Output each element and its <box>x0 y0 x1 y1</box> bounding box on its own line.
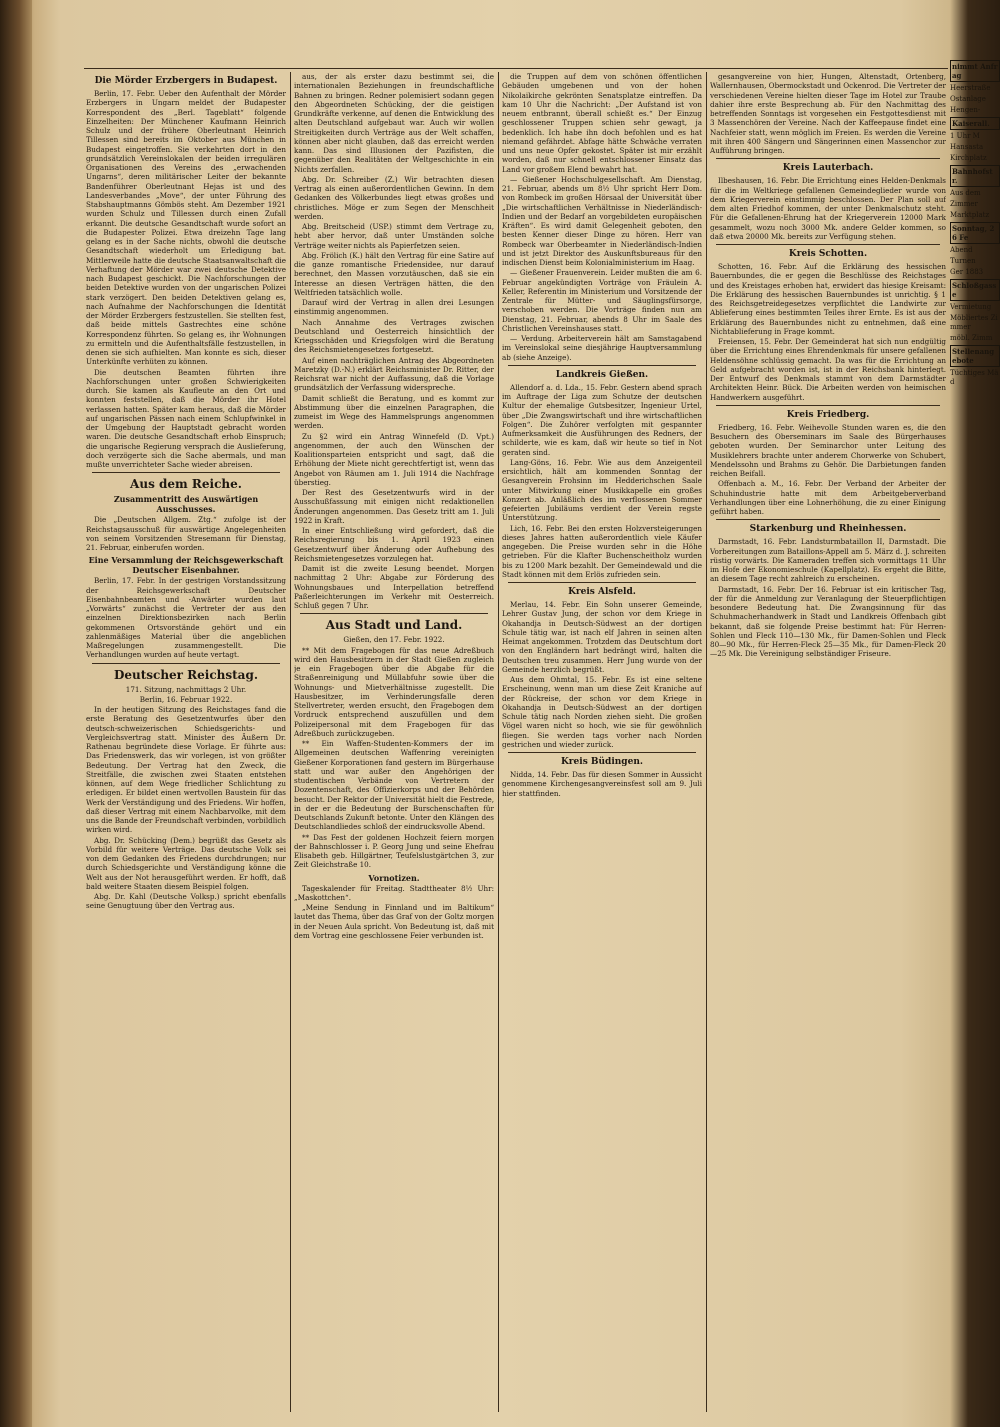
article-paragraph: Abg. Dr. Schücking (Dem.) begrüßt das Gesetz als Vorbild für weitere Verträge. Das deutsche Volk sei von dem Gedanken des Friedens durchdrungen; nur durch Schiedsgerichte und Verständigung könne die Welt aus der Not herausgeführt werden. Er hofft, daß bald weitere Staaten diesem Beispiel folgen. <box>86 835 286 891</box>
article-paragraph: — Gießener Frauenverein. Leider mußten die am 6. Februar angekündigten Vorträge von Fräulein A. Keller, Referentin im Ministerium und Vorsitzende der Zentrale für Mütter- und Säuglingsfürsorge, verschoben werden. Die Vorträge finden nun am Dienstag, 21. Februar, abends 8 Uhr im Saale des Christlichen Vereinshauses statt. <box>502 268 702 333</box>
article-paragraph: gesangvereine von hier, Hungen, Altenstadt, Ortenberg, Wallernhausen, Obermockstadt und Ockenrod. Die Vertreter der verschiedenen Vereine hielten dieser Tage im Hotel zur Traube dahier ihre erste Besprechung ab. Für den Nachmittag des betreffenden Sonntags ist vorgesehen ein Festgottesdienst mit 3 Massenchören der Vereine. Nach der Kaffeepause findet eine Nachfeier statt, wenn möglich im Freien. Es werden die Vereine mit ihren 400 Sängern und Sängerinnen einen Massenchor zur Aufführung bringen. <box>710 72 946 155</box>
sub-heading: Zusammentritt des Auswärtigen Ausschusses. <box>113 494 259 515</box>
dateline: 171. Sitzung, nachmittags 2 Uhr. <box>125 684 247 694</box>
article-heading: Starkenburg und Rheinhessen. <box>749 524 907 535</box>
article-heading: Kreis Friedberg. <box>786 409 870 420</box>
strip-fragment: möbl. Zimm <box>950 334 993 342</box>
strip-fragment: Ostanlage <box>950 95 986 103</box>
strip-fragment: Hengen- <box>950 106 981 114</box>
article-paragraph: Der Rest des Gesetzentwurfs wird in der Ausschußfassung mit einigen nicht redaktionellen Änderungen angenommen. Das Gesetz tritt am 1. Juli 1922 in Kraft. <box>294 488 494 525</box>
article-paragraph: Nach Annahme des Vertrages zwischen Deutschland und Oesterreich hinsichtlich der Kriegsschäden und Kriegsfolgen wird die Beratung des Reichsmietengesetzes fortgesetzt. <box>294 317 494 355</box>
article-paragraph: In der heutigen Sitzung des Reichstages fand die erste Beratung des Gesetzentwurfes über den deutsch-schweizerischen Schiedsgerichts- und Vergleichsvertrag statt. Minister des Äußern Dr. Rathenau begründete diese Vorlage. Er führte aus: Das Friedenswerk, das wir vorlegen, ist von größter Bedeutung. Der Vertrag hat den Zweck, die Streitfälle, die zwischen zwei Staaten entstehen können, auf dem Wege friedlicher Schlichtung zu erledigen. Er bildet einen wertvollen Baustein für das Werk der Verständigung und des Friedens. Wir hoffen, daß dieser Vertrag mit einem Nachbarvolke, mit dem uns die Bande der Freundschaft verbinden, vorbildlich wirken wird. <box>86 705 286 835</box>
article-paragraph: Darauf wird der Vertrag in allen drei Lesungen einstimmig angenommen. <box>294 298 494 317</box>
strip-fragment: Turnen <box>950 257 976 265</box>
book-binding <box>0 0 32 1427</box>
article-paragraph: Damit schließt die Beratung, und es kommt zur Abstimmung über die einzelnen Paragraphen, die zumeist im Wege des Hammelsprungs angenommen werden. <box>294 393 494 431</box>
article-paragraph: Zu §2 wird ein Antrag Winnefeld (D. Vpt.) angenommen, der auch den Wünschen der Koalitionsparteien entspricht und sagt, daß die Erhöhung der Miete nicht gerechtfertigt ist, wenn das Angebot von Räumen am 1. Juli 1914 die Nachfrage überstieg. <box>294 431 494 487</box>
article-paragraph: Ilbeshausen, 16. Febr. Die Errichtung eines Helden-Denkmals für die im Weltkriege gefallenen Gemeindeglieder wurde von dem Kriegerverein einstimmig beschlossen. Der Plan soll auf dem alten Friedhof kommen, der unter Denkmalschutz steht. Für die Gefallenen-Ehrung hat der Kriegerverein 12000 Mark gesammelt, wozu noch 3000 Mk. andere Gelder kommen, so daß etwa 20000 Mk. bereits zur Verfügung stehen. <box>710 176 946 241</box>
sub-heading: Vornotizen. <box>368 872 420 883</box>
strip-fragment: 1 Uhr M <box>950 132 980 140</box>
top-rule <box>84 68 948 69</box>
article-paragraph: Abg. Dr. Schreiber (Z.) Wir betrachten diesen Vertrag als einen außerordentlichen Gewinn. In dem Gedanken des Völkerbundes liegt etwas großes und christliches. Möge er zum Segen der Menschheit werden. <box>294 174 494 221</box>
dateline: Berlin, 16. Februar 1922. <box>139 694 233 704</box>
strip-fragment: Vermietung <box>950 303 992 311</box>
article-heading: Die Mörder Erzbergers in Budapest. <box>94 76 278 86</box>
article-paragraph: Auf einen nachträglichen Antrag des Abgeordneten Maretzky (D.-N.) erklärt Reichsminister Dr. Ritter, der Reichsrat war nicht der Auffassung, daß die Vorlage grundsätzlich der Verfassung widerspreche. <box>294 355 494 393</box>
article-paragraph: Berlin, 17. Febr. In der gestrigen Vorstandssitzung der Reichsgewerkschaft Deutscher Eisenbahnbeamten und -Anwärter wurden laut „Vorwärts“ zunächst die Vertreter der aus den einzelnen Direktionsbezirken nach Berlin gekommenen Ortsvorstände gehört und ein zahlenmäßiges Material über die angeblichen Maßregelungen zusammengestellt. Die Verhandlungen wurden auf heute vertagt. <box>86 576 286 660</box>
section-rule <box>300 613 488 614</box>
strip-fragment: Möbliertes Zimmer <box>950 314 998 331</box>
article-paragraph: Aus dem Ohmtal, 15. Febr. Es ist eine seltene Erscheinung, wenn man um diese Zeit Kraniche auf der Rückreise, der schon vor dem Kriege in Okahandja in Deutsch-Südwest an der dortigen Schule tätig nach Norden ziehen sieht. Die großen Vögel waren nicht so hoch, wie sie für gewöhnlich fliegen. Sie werden tags vorher nach Norden gestrichen und wieder zurück. <box>502 675 702 749</box>
article-heading: Kreis Büdingen. <box>560 757 643 767</box>
article-paragraph: Lang-Göns, 16. Febr. Wie aus dem Anzeigenteil ersichtlich, hält am kommenden Sonntag der Gesangverein Frohsinn im Hedderichschen Saale unter Mitwirkung einer Musikkapelle ein großes Konzert ab. Anläßlich des im verflossenen Sommer gefeierten Jubiläums verdient der Verein regste Unterstützung. <box>502 457 702 523</box>
article-paragraph: Schotten, 16. Febr. Auf die Erklärung des hessischen Bauernbundes, die er gegen die Beschlüsse des Reichstages und des Kreistages erhoben hat, erwidert das hiesige Kreisamt: Die Erklärung des hessischen Bauernbundes ist unrichtig. § 1 des Reichsgetreidegesetzes verpflichtet die Landwirte zur Ablieferung eines bestimmten Teiles ihrer Ernte. Es ist aus der Erklärung des Bauernbundes nicht zu entnehmen, daß eine Nichtablieferung in Frage kommt. <box>710 262 946 336</box>
article-paragraph: — Gießener Hochschulgesellschaft. Am Dienstag, 21. Februar, abends um 8½ Uhr spricht Herr Dom. von Rombeck im großen Hörsaal der Universität über „Die wirtschaftlichen Verhältnisse in Niederländisch-Indien und der Bedarf an vorgebildeten europäischen Kräften“. Es wird damit Gelegenheit geboten, den besten Kenner dieser Dinge zu hören. Herr van Rombeck war Oberbeamter in Niederländisch-Indien und ist jetzt Direktor des Auskunftsbureaus für den indischen Dienst beim Kolonialministerium im Haag. <box>502 174 702 267</box>
article-paragraph: Allendorf a. d. Lda., 15. Febr. Gestern abend sprach im Auftrage der Liga zum Schutze der deutschen Kultur der ehemalige Gutsbesitzer, Ingenieur Urtel, über „Die Zwangswirtschaft und ihre wirtschaftlichen Folgen“. Die Zuhörer verfolgten mit gespannter Aufmerksamkeit die Ausführungen des Redners, der schilderte, wie es kam, daß wir heute so tief in Not geraten sind. <box>502 382 702 457</box>
column-1 <box>86 72 286 1417</box>
section-rule <box>508 365 696 366</box>
column-divider-3 <box>706 72 707 1412</box>
adjacent-page-strip <box>950 60 1000 1420</box>
section-rule <box>508 582 696 583</box>
column-3 <box>502 72 702 1417</box>
section-rule <box>92 472 280 473</box>
strip-fragment: Marktplatz <box>950 211 990 219</box>
strip-fragment: Kaiserall. <box>950 117 1000 130</box>
strip-fragment: Schloßgasse <box>950 279 1000 301</box>
strip-fragment: Kirchplatz <box>950 154 987 162</box>
article-paragraph: Freiensen, 15. Febr. Der Gemeinderat hat sich nun endgültig über die Errichtung eines Ehrendenkmals für unsere gefallenen Heldensöhne schlüssig gemacht. Da was für die Errichtung an Geld aufgebracht worden ist, ist in der Reichsbank hinterlegt. Der Entwurf des Denkmals stammt von dem Darmstädter Architekten Heinr. Bück. Die Arbeiten werden von heimischen Handwerkern ausgeführt. <box>710 337 946 402</box>
article-heading: Kreis Alsfeld. <box>568 587 636 597</box>
section-heading: Deutscher Reichstag. <box>113 667 259 682</box>
strip-fragment: nimmt Anfrag <box>950 60 1000 82</box>
strip-fragment: Heerstraße <box>950 84 991 92</box>
strip-fragment: Ger 1883 <box>950 268 984 276</box>
article-paragraph: ** Das Fest der goldenen Hochzeit feiern morgen der Bahnschlosser i. P. Georg Jung und seine Ehefrau Elisabeth geb. Hillgärtner, Teufelslustgärtchen 3, zur Zeit Gleichstraße 10. <box>294 832 494 870</box>
strip-fragment: Hansasta <box>950 143 984 151</box>
article-paragraph: Abg. Frölich (K.) hält den Vertrag für eine Satire auf die ganze romantische Friedensidee, nur darauf berechnet, den Massen vorzutäuschen, daß sie ein Interesse an diesen Verträgen hätten, die den Weltfrieden tatsächlich wolle. <box>294 250 494 297</box>
column-4 <box>710 72 946 1417</box>
section-rule <box>716 158 940 159</box>
article-heading: Kreis Lauterbach. <box>782 163 874 174</box>
strip-fragment: Abend <box>950 246 973 254</box>
section-rule <box>716 405 940 406</box>
strip-fragment: Stellenangebote <box>950 345 1000 367</box>
article-paragraph: In einer Entschließung wird gefordert, daß die Reichsregierung bis 1. April 1923 einen Gesetzentwurf über Änderung oder Aufhebung des Reichsmietengesetzes vorzulegen hat. <box>294 526 494 563</box>
article-paragraph: Die deutschen Beamten führten ihre Nachforschungen unter großen Schwierigkeiten durch. Sie kamen als Kaufleute an den Ort und konnten feststellen, daß die Mörder ihr Hotel verlassen hatten. Später kam heraus, daß die Mörder auf ungarischen Pässen nach einem Schlupfwinkel in der Umgebung der Hauptstadt gebracht worden waren. Die deutsche Gesandtschaft erhob Einspruch; die ungarische Regierung versprach die Auslieferung, doch verzögerte sich die Sache abermals, und man mußte unverrichteter Sache wieder abreisen. <box>86 367 286 469</box>
article-paragraph: Friedberg, 16. Febr. Weihevolle Stunden waren es, die den Besuchern des Oberseminars im Saale des Bürgerhauses geboten wurden. Der Seminarchor unter Leitung des Musiklehrers brachte unter anderem Chorwerke von Schubert, Mendelssohn und Brahms zu Gehör. Die Darbietungen fanden reichen Beifall. <box>710 422 946 478</box>
article-paragraph: Darmstadt, 16. Febr. Der 16. Februar ist ein kritischer Tag, der für die Anmeldung zur Veranlagung der Steuerpflichtigen besondere Bedeutung hat. Die Zwangsinnung für das Schuhmacherhandwerk in Stadt und Landkreis Offenbach gibt bekannt, daß sie folgende Preise bestimmt hat: Für Herren-Sohlen und Fleck 110—130 Mk., für Damen-Sohlen und Fleck 80—90 Mk., für Herren-Fleck 25—35 Mk., für Damen-Fleck 20—25 Mk. Die Vereinigung selbständiger Friseure. <box>710 584 946 659</box>
article-paragraph: Darmstadt, 16. Febr. Landsturmbataillon II, Darmstadt. Die Vorbereitungen zum Bataillons-Appell am 5. März d. J. schreiten rüstig vorwärts. Die Kameraden treffen sich vormittags 11 Uhr im Hofe der Ekonomieschule (Kapellplatz). Es ergeht die Bitte, an diesem Tage recht zahlreich zu erscheinen. <box>710 537 946 584</box>
article-paragraph: Offenbach a. M., 16. Febr. Der Verband der Arbeiter der Schuhindustrie hatte mit dem Arbeitgeberverband Verhandlungen über eine Lohnerhöhung, die zu einer Einigung geführt haben. <box>710 479 946 516</box>
column-divider-2 <box>498 72 499 1412</box>
article-paragraph: Nidda, 14. Febr. Das für diesen Sommer in Aussicht genommene Kirchengesangvereinsfest soll am 9. Juli hier stattfinden. <box>502 770 702 798</box>
section-rule <box>92 663 280 664</box>
strip-fragment: Bahnhofstr. <box>950 165 1000 187</box>
article-paragraph: aus, der als erster dazu bestimmt sei, die internationalen Beziehungen in freundschaftliche Bahnen zu bringen. Redner polemisiert sodann gegen den Abgeordneten Schücking, der die geistigen Grundkräfte verkenne, auf denen die Entwicklung des alten Deutschland aufgebaut war. Auch wir wollen Streitigkeiten durch Verträge aus der Welt schaffen, können aber nicht glauben, daß das erreicht werden kann. Das sind Illusionen der Pazifisten, die gegenüber den Realitäten der Weltgeschichte in ein Nichts zerfallen. <box>294 72 494 174</box>
strip-fragment: Zimmer <box>950 200 978 208</box>
column-2 <box>294 72 494 1417</box>
section-rule <box>716 519 940 520</box>
section-rule <box>716 244 940 245</box>
strip-fragment: Aus dem <box>950 189 981 197</box>
article-paragraph: ** Ein Waffen-Studenten-Kommers der im Allgemeinen deutschen Waffenring vereinigten Gießener Korporationen fand gestern im Bürgerhause statt und war außer den Angehörigen der studentischen Verbände von Vertretern der Dozentenschaft, des Offizierkorps und der Behörden besucht. Der Rektor der Universität hielt die Festrede, in der er die Bedeutung der Burschenschaften für Deutschlands Zukunft betonte. Unter den Klängen des Deutschlandliedes schloß der eindrucksvolle Abend. <box>294 739 494 832</box>
article-paragraph: Abg. Dr. Kahl (Deutsche Volksp.) spricht ebenfalls seine Genugtuung über den Vertrag aus. <box>86 892 286 911</box>
dateline: Gießen, den 17. Febr. 1922. <box>343 635 445 645</box>
article-paragraph: — Verdung. Arbeiterverein hält am Samstagabend im Vereinslokal seine diesjährige Hauptversammlung ab (siehe Anzeige). <box>502 334 702 362</box>
strip-fragment: Tüchtiges Mäd <box>950 369 999 386</box>
article-paragraph: Die „Deutschen Allgem. Ztg.“ zufolge ist der Reichstagsausschuß für auswärtige Angelegenheiten von seinem Vorsitzenden Stresemann für Dienstag, 21. Februar, einberufen worden. <box>86 515 286 552</box>
section-heading: Aus dem Reiche. <box>130 477 242 492</box>
strip-fragment: Sonntag, 26 Fe <box>950 222 1000 244</box>
article-paragraph: die Truppen auf dem von schönen öffentlichen Gebäuden umgebenen und von der hohen Nikolaikirche gekrönten Senatsplatze eintreffen. Da kam 10 Uhr die Nachricht: „Der Aufstand ist von neuem entbrannt, überall schießt es.“ Der Einzug geschlossener Truppen schien sehr gewagt, ja bedenklich. Ich habe ihn doch befohlen und es hat niemand gefährdet. Abfage hätte Schwäche verraten und uns neue Opfer gekostet. Später ist mir erzählt worden, daß nur schnell entschlossener Einsatz das Land vor großem Elend bewahrt hat. <box>502 72 702 174</box>
article-paragraph: „Meine Sendung in Finnland und im Baltikum“ lautet das Thema, über das Graf von der Goltz morgen in der Neuen Aula spricht. Von Bedeutung ist, daß mit dem Vortrag eine geschlossene Feier verbunden ist. <box>294 903 494 940</box>
article-paragraph: Merlau, 14. Febr. Ein Sohn unserer Gemeinde, Lehrer Gustav Jung, der schon vor dem Kriege in Okahandja in Deutsch-Südwest an der dortigen Schule tätig war, ist nach elf Jahren in seinen alten Heimat angekommen. Trotzdem das Deutschtum dort von den Engländern hart bedrängt wird, halten die Deutschen treu zusammen. Herr Jung wurde von der Gemeinde herzlich begrüßt. <box>502 600 702 674</box>
article-paragraph: Damit ist die zweite Lesung beendet. Morgen nachmittag 2 Uhr: Abgabe zur Förderung des Wohnungsbaues und Interpellation betreffend Paßerleichterungen im Verkehr mit Oesterreich. Schluß gegen 7 Uhr. <box>294 564 494 610</box>
sub-heading: Eine Versammlung der Reichsgewerkschaft Deutscher Eisenbahner. <box>88 555 284 576</box>
article-paragraph: Tageskalender für Freitag. Stadttheater 8½ Uhr: „Maskottchen“. <box>294 883 494 902</box>
article-paragraph: Berlin, 17. Febr. Ueber den Aufenthalt der Mörder Erzbergers in Ungarn meldet der Budapester Korrespondent des „Berl. Tageblatt“ folgende Einzelheiten: Der Münchener Kaufmann Heinrich Schulz und der frühere Oberleutnant Heinrich Tillessen sind bereits im Oktober aus München in Budapest eingetroffen. Sie verkehrten dort in den grundsätzlich Vereinslokalen der beiden irregulären Organisationen des Vereins des „erwachenden Ungarns“, deren militärischer Leiter der bekannte Bandenführer Oberleutnant Hejas ist und des Landesverbandes „Move“, der unter Führung des Stabshauptmanns Gömbös steht. Am Dezember 1921 wurden Schulz und Tillessen durch einen Zufall erkannt. Die deutsche Gesandtschaft wurde sofort an die Budapester Polizei. Etwa dreizehn Tage lang gelang es in der Sache nichts, obwohl die deutsche Gesandtschaft wiederholt um Erledigung bat. Mittlerweile hatte die deutsche Staatsanwaltschaft die Verhaftung der Mörder war zwei deutsche Detektive nach Budapest geschickt. Die Nachforschungen der beiden Detektive wurden von der ungarischen Polizei stark verzögert. Den beiden Detektiven gelang es, nach Aufnahme der Nachforschungen die Identität der Mörder Erzbergers festzustellen. Sie stellten fest, daß beide mittels Gastrechtes eine schöne Korrespondenz führten. So gelang es, ihr Wohnungen zu ermitteln und die Aufenthaltsfälle festzustellen, in denen sie sich aufhielten. Man konnte es sich, dieser Unterkünfte verhüten zu können. <box>86 89 286 367</box>
article-paragraph: Lich, 16. Febr. Bei den ersten Holzversteigerungen dieses Jahres hatten außerordentlich viele Käufer angegeben. Die Preise wurden sehr in die Höhe getrieben. Für die Klafter Buchenscheitholz wurden bis zu 1200 Mark bezahlt. Der Gemeindewald und die Stadt können mit dem Erlös zufrieden sein. <box>502 523 702 579</box>
section-rule <box>508 752 696 753</box>
column-divider-1 <box>290 72 291 1412</box>
article-heading: Landkreis Gießen. <box>555 369 649 380</box>
article-paragraph: Abg. Breitscheid (USP.) stimmt dem Vertrage zu, hebt aber hervor, daß unter Umständen solche Verträge weiter nichts als Papierfetzen seien. <box>294 222 494 250</box>
article-paragraph: ** Mit dem Fragebogen für das neue Adreßbuch wird den Hausbesitzern in der Stadt Gießen zugleich je ein Fragebogen über die Abgabe für die Straßenreinigung und Müllabfuhr sowie über die Wohnungs- und Mietverhältnisse zugestellt. Die Hausbesitzer, im Verhinderungsfalle deren Stellvertreter, werden ersucht, den Fragebogen dem Vordruck entsprechend auszufüllen und dem Polizeipersonal mit dem Fragebogen für das Adreßbuch zurückzugeben. <box>294 645 494 738</box>
article-heading: Kreis Schotten. <box>788 249 868 259</box>
section-heading: Aus Stadt und Land. <box>325 618 463 633</box>
